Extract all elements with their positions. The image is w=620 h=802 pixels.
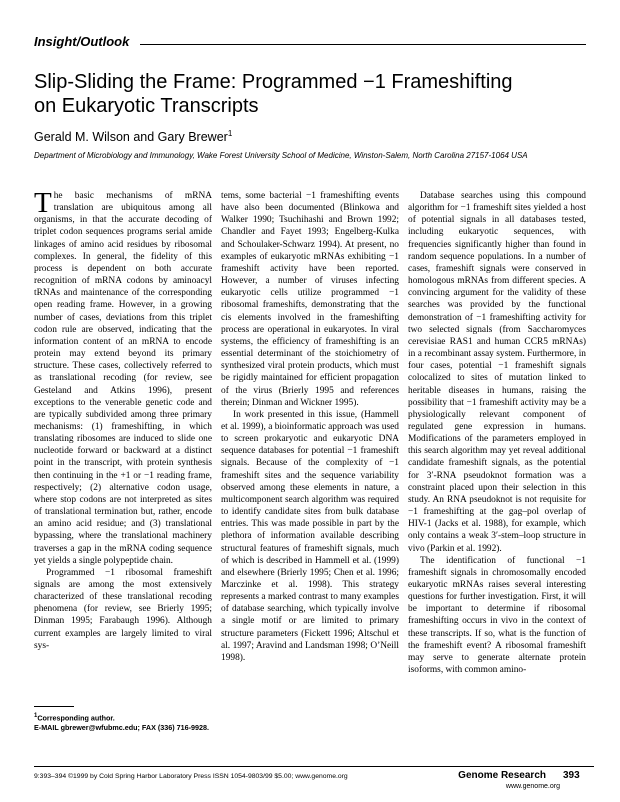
footer-url: www.genome.org [505, 783, 560, 790]
authors [34, 129, 232, 144]
paragraph: In work presented in this issue, (Hammell et al. 1999), a bioinformatic approach was used to screen prokaryotic and eukaryotic DNA sequence databases for potential −1 frameshift signals. Because of the complexity of −1 frameshift sites and the sequence variability observed among these elements in nature, a multicomponent search algorithm was required to identify candidate sites from bulk database entries. This was made possible in part by the plethora of information available describing structural features of frameshift signals, much of which is described in Hammell et al. (1999) and elsewhere (Brierly 1995; Chen et al. 1996; Marczinke et al. 1998). This strategy represents a marked contrast to many examples of database searching, which typically involve a single motif or are limited to primary structure parameters (Fickett 1996; Altschul et al. 1997; Aravind and Landsman 1998; O’Neill 1998). [221, 409, 399, 663]
paragraph: Programmed −1 ribosomal frameshift signals are among the most extensively characterized of these translational recoding phenomena (for review, see Brierly 1995; Dinman 1995; Farabaugh 1996). Although current examples are largely limited to viral sys- [34, 567, 212, 651]
body-column-2 [221, 190, 399, 664]
section-label: Insight/Outlook [34, 34, 130, 49]
body-column-1 [34, 187, 212, 652]
author-names: Gerald M. Wilson and Gary Brewer [34, 130, 228, 145]
footnote-contact: E-MAIL gbrewer@wfubmc.edu; FAX (336) 716-9928. [34, 723, 210, 733]
footer-journal-name: Genome Research [458, 770, 546, 781]
paragraph: The identification of functional −1 frameshift signals in chromosomally encoded eukaryotic mRNAs raises several interesting questions for further investigation. First, it will be important to determine if ribosomal frameshifting occurs in vivo in the context of these transcripts. If so, what is the function of the frameshift event? A ribosomal frameshift may serve to generate alternate protein isoforms, with common amino- [408, 555, 586, 676]
paragraph-text: he basic mechanisms of mRNA translation are ubiquitous among all organisms, in that the accurate decoding of triplet codon sequences programs serial amide linkages of amino acid residues by ribosomal complexes. In general, the fidelity of this process is dependent on both accurate recognition of mRNA codons by aminoacyl tRNAs and maintenance of the corresponding open reading frame. However, in a growing number of cases, deviations from this triplet codon rule are observed, indicating that the information content of an mRNA to encode protein may extend beyond its primary structure. These cases, collectively referred to as translational recoding (for review, see Gesteland and Atkins 1996), present exceptions to the venerable genetic code and are typically subdivided among three primary mechanisms: (1) frameshifting, in which translating ribosomes are induced to slide one nucleotide forward or backward at a distinct point in the transcript, with protein synthesis then continuing in the +1 or −1 reading frame, respectively; (2) alternative codon usage, where stop codons are not interpreted as sites of translational termination but, rather, encode an amino acid residue; and (3) translational bypassing, where the translational machinery traverses a gap in the mRNA coding sequence yet yields a single polypeptide chain. [34, 191, 212, 566]
page-number: 393 [563, 770, 580, 781]
affiliation: Department of Microbiology and Immunology, Wake Forest University School of Medicine, Winston-Salem, North Carolina 27157-1064 USA [34, 151, 528, 160]
body-column-3 [408, 190, 586, 676]
section-rule [140, 44, 586, 45]
title-line-1: Slip-Sliding the Frame: Programmed −1 Frameshifting [34, 71, 513, 93]
footnote-rule [34, 706, 74, 707]
footnote-text: Corresponding author. [37, 713, 115, 723]
footnote-marker: 1 [34, 713, 38, 719]
footer-citation: 9:393–394 ©1999 by Cold Spring Harbor Laboratory Press ISSN 1054-9803/99 $5.00; www.genome.org [34, 773, 348, 780]
footnote-line-1 [34, 711, 214, 723]
paragraph [34, 187, 212, 567]
drop-cap: T [34, 187, 52, 219]
title-line-2: on Eukaryotic Transcripts [34, 95, 259, 117]
article-title [34, 70, 594, 118]
paragraph: tems, some bacterial −1 frameshifting events have also been documented (Blinkowa and Walker 1990; Tsuchihashi and Brown 1992; Chandler and Fayet 1993; Engelberg-Kulka and Schoulaker-Schwarz 1994). At present, no examples of eukaryotic mRNAs exhibiting −1 frameshift activity have been reported. However, a number of viruses infecting eukaryotic cells utilize programmed −1 ribosomal frameshifts, demonstrating that the cis elements involved in the frameshifting process are operational in eukaryotes. In viral systems, the efficiency of frameshifting is an essential determinant of the stoichiometry of synthesized viral protein products, which must be rigidly maintained for efficient propagation of the virus (Brierly 1995 and references therein; Dinman and Wickner 1995). [221, 191, 399, 408]
footnote [34, 711, 214, 733]
author-footnote-marker: 1 [227, 129, 233, 138]
paragraph: Database searches using this compound algorithm for −1 frameshift sites yielded a host of potential signals in all databases tested, including eukaryotic sequences, with frequencies significantly higher than found in random sequence populations. In a number of cases, frameshift signals were conserved in homologous mRNAs from different species. A convincing argument for the validity of these searches was provided by the functional demonstration of −1 frameshifting activity for two selected signals (from Saccharomyces cerevisiae RAS1 and human CCR5 mRNAs) in a recombinant assay system. Furthermore, in four cases, potential −1 frameshift signals colocalized to sites of mutation linked to heritable diseases in humans, raising the possibility that −1 frameshift activity may be a physiologically relevant component of regulated gene expression in humans. Modifications of the parameters employed in this search algorithm may yet reveal additional candidate frameshift signals, as the potential for 3′-RNA pseudoknot formation was a constraint placed upon their selection in this study. An RNA pseudoknot is not requisite for −1 frameshifting at the gag–pol overlap of HIV-1 (Jacks et al. 1988), for example, which only contains a weak 3′-stem–loop structure in vivo (Parkin et al. 1992). [408, 191, 586, 554]
footer-rule [34, 766, 594, 767]
